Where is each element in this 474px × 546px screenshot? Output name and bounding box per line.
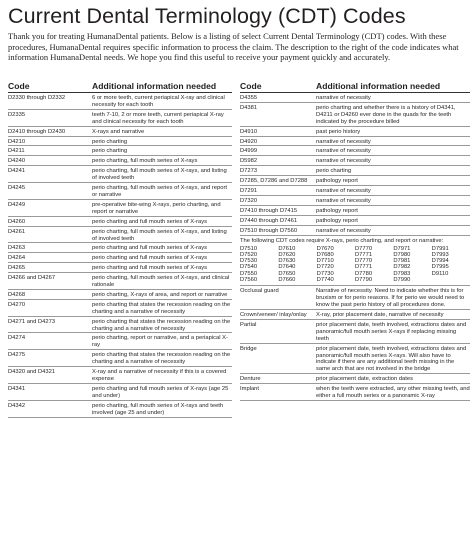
table-row <box>240 196 470 206</box>
grid-code: D7640 <box>278 264 296 271</box>
info-cell: prior placement date, extraction dates <box>316 376 413 383</box>
grid-code: D7730 <box>316 270 334 277</box>
info-cell: perio charting <box>316 168 352 175</box>
code-cell: D7320 <box>240 197 258 204</box>
table-row <box>240 103 470 127</box>
code-cell: D4260 <box>8 218 26 225</box>
grid-code: D7790 <box>354 276 373 283</box>
info-cell: perio charting and full mouth series of X-rays <box>92 218 208 225</box>
table-row <box>8 290 232 300</box>
table-row <box>8 146 232 156</box>
info-cell: narrative of necessity <box>316 138 371 145</box>
code-cell: D4271 and D4273 <box>8 318 56 325</box>
code-cell: D5982 <box>240 158 258 165</box>
info-cell: narrative of necessity <box>316 158 371 165</box>
info-cell: perio charting, full mouth series of X-rays, and report or narrative <box>92 185 228 198</box>
table-row <box>240 93 470 103</box>
table-row <box>8 243 232 253</box>
info-cell: perio charting, full mouth series of X-rays, and clinical rationale <box>92 275 230 289</box>
table-row <box>240 206 470 216</box>
table-row <box>240 216 470 226</box>
info-cell: pathology report <box>316 207 358 214</box>
info-cell: perio charting <box>92 148 128 155</box>
info-cell: perio charting that states the recession reading on the charting and a narrative of necessity <box>92 301 231 315</box>
grid-code: D9110 <box>431 270 449 277</box>
table-row <box>8 137 232 147</box>
grid-code: D7540 <box>240 264 258 271</box>
code-cell: D4999 <box>240 148 258 155</box>
grid-code: D7720 <box>316 264 334 271</box>
table-row <box>240 384 470 401</box>
table-row <box>8 401 232 418</box>
info-cell: perio charting that states the recession reading on the charting and a narrative of necessity <box>92 318 231 332</box>
code-cell: D4245 <box>8 185 26 192</box>
info-cell: narrative of necessity <box>316 148 371 155</box>
grid-code: D7660 <box>278 276 296 283</box>
info-cell: perio charting, full mouth series of X-rays, and listing of involved teeth <box>92 228 227 242</box>
info-cell: narrative of necessity <box>316 188 371 195</box>
grid-code: D7991 <box>431 245 449 252</box>
info-cell: perio charting that states the recession reading on the charting and a narrative of necessity <box>92 352 231 366</box>
page-title: Current Dental Terminology (CDT) Codes <box>8 4 406 28</box>
code-cell: D4342 <box>8 402 26 409</box>
grid-code: D7620 <box>278 251 296 258</box>
table-row <box>8 384 232 401</box>
code-cell: D7291 <box>240 188 258 195</box>
right-code-table <box>240 81 470 401</box>
info-cell: perio charting, report or narrative, and a periapical X-ray <box>92 335 228 349</box>
info-cell: perio charting and whether there is a history of D4341, D4211 or D4260 ever done in the quads for the teeth indicated by the procedure billed <box>316 104 456 125</box>
table-row <box>8 217 232 227</box>
code-column-header: Code <box>8 81 30 91</box>
table-row <box>8 367 232 384</box>
info-column-header: Additional information needed <box>316 81 441 91</box>
table-row <box>240 156 470 166</box>
code-cell: D4274 <box>8 335 26 342</box>
grid-code: D7995 <box>431 264 449 271</box>
table-row <box>240 320 470 344</box>
grid-code: D7680 <box>316 251 334 258</box>
grid-code: D7610 <box>278 245 296 252</box>
left-code-table <box>8 81 232 418</box>
code-cell: D4265 <box>8 265 26 272</box>
code-cell: D4920 <box>240 138 258 145</box>
code-cell: D4263 <box>8 245 26 252</box>
table-row <box>8 156 232 166</box>
code-cell: D4241 <box>8 168 26 175</box>
info-cell: perio charting, full mouth series of X-rays <box>92 158 198 165</box>
info-column-header: Additional information needed <box>92 81 217 91</box>
table-row <box>240 286 470 310</box>
code-cell: D4240 <box>8 158 26 165</box>
grid-code: D7780 <box>354 270 373 277</box>
table-row <box>240 226 470 236</box>
xray-requirement-note: The following CDT codes require X-rays, perio charting, and report or narrative: <box>240 237 444 244</box>
grid-code: D7771 <box>354 264 373 271</box>
grid-code: D7983 <box>393 270 411 277</box>
code-cell: D4355 <box>240 95 258 101</box>
code-cell: D7273 <box>240 168 258 175</box>
grid-code: D7630 <box>278 258 296 265</box>
right-table-body <box>240 93 470 236</box>
code-cell: D4381 <box>240 104 258 111</box>
grid-code: D7990 <box>393 276 411 283</box>
grid-code: D7981 <box>393 258 411 265</box>
grid-code: D7770 <box>354 245 373 252</box>
table-row <box>240 137 470 147</box>
table-row <box>8 350 232 367</box>
code-cell: D2330 through D2332 <box>8 95 66 101</box>
grid-code: D7971 <box>393 245 411 252</box>
info-cell: X-ray and a narrative of necessity if this is a covered expense <box>92 369 227 382</box>
info-cell: perio charting, full mouth series of X-rays and teeth involved (age 25 and under) <box>92 402 224 416</box>
grid-code: D7670 <box>316 245 334 252</box>
table-row <box>8 227 232 244</box>
table-row <box>8 317 232 334</box>
info-cell: perio charting and full mouth series of X-rays <box>92 265 208 272</box>
table-row <box>240 127 470 137</box>
intro-paragraph: Thank you for treating HumanaDental patients. Below is a listing of select Current Dental Terminology (CDT) codes. With these procedures, HumanaDental requires specific information to process the claim. The description to the right of the code indicates what information HumanaDental needs. We hope you find this useful to receive your payment quickly and accurately. <box>8 31 459 63</box>
code-cell: Denture <box>240 376 261 383</box>
left-table-body <box>8 93 232 418</box>
code-cell: D4266 and D4267 <box>8 275 56 282</box>
code-cell: D4320 and D4321 <box>8 369 56 376</box>
info-cell: when the teeth were extracted, any other missing teeth, and either a full mouth series or a panoramic X-ray <box>316 386 470 400</box>
info-cell: narrative of necessity <box>316 197 371 204</box>
grid-code: D7770 <box>354 258 373 265</box>
table-row <box>240 310 470 320</box>
right-table-body-2 <box>240 286 470 401</box>
table-row <box>8 263 232 273</box>
info-cell: perio charting, X-rays of area, and report or narrative <box>92 291 228 298</box>
table-row <box>8 166 232 183</box>
info-cell: 6 or more teeth, current periapical X-ray and clinical necessity for each tooth <box>92 95 225 108</box>
table-row <box>8 110 232 127</box>
code-cell: Crown/veneer/ inlay/onlay <box>240 312 307 318</box>
info-cell: X-ray, prior placement date, narrative of necessity <box>316 312 444 318</box>
info-cell: teeth 7-10, 2 or more teeth, current periapical X-ray and clinical necessity for each tooth <box>92 111 224 125</box>
grid-code: D7510 <box>240 245 258 252</box>
table-header <box>8 81 232 93</box>
code-cell: D4210 <box>8 138 26 145</box>
grid-code: D7740 <box>316 276 334 283</box>
grid-code: D7710 <box>316 258 334 265</box>
grid-code: D7520 <box>240 251 258 258</box>
info-cell: perio charting, full mouth series of X-rays, and listing of involved teeth <box>92 168 227 182</box>
table-row <box>8 93 232 110</box>
info-cell: pathology report <box>316 217 358 224</box>
code-cell: D2410 through D2430 <box>8 128 66 135</box>
code-cell: D4268 <box>8 291 26 298</box>
code-cell: D7510 through D7560 <box>240 227 298 234</box>
info-cell: Narrative of necessity. Need to indicate whether this is for bruxism or for perio reasons. If for perio we would need to know the past perio history of all procedures done. <box>316 288 465 309</box>
code-column-header: Code <box>240 81 262 91</box>
table-row <box>8 127 232 137</box>
code-cell: D2335 <box>8 111 26 118</box>
table-row <box>240 166 470 176</box>
info-cell: narrative of necessity <box>316 95 371 101</box>
grid-code: D7771 <box>354 251 373 258</box>
code-cell: Bridge <box>240 345 257 352</box>
code-cell: Partial <box>240 321 257 328</box>
grid-code: D7982 <box>393 264 411 271</box>
code-cell: D4270 <box>8 301 26 308</box>
code-cell: Implant <box>240 386 260 393</box>
table-row <box>8 300 232 317</box>
grid-code: D7650 <box>278 270 296 277</box>
code-cell: D7410 through D7415 <box>240 207 298 214</box>
code-cell: D7285, D7286 and D7288 <box>240 178 308 185</box>
grid-code: D7994 <box>431 258 449 265</box>
table-row <box>8 183 232 200</box>
grid-code: D7530 <box>240 258 258 265</box>
code-cell: D4264 <box>8 255 26 262</box>
info-cell: perio charting and full mouth series of X-rays <box>92 245 208 252</box>
info-cell: pathology report <box>316 178 358 185</box>
code-cell: D4910 <box>240 128 258 135</box>
table-row <box>240 146 470 156</box>
code-cell: D4275 <box>8 352 26 359</box>
info-cell: perio charting <box>92 138 128 145</box>
info-cell: narrative of necessity <box>316 227 371 234</box>
grid-code: D7993 <box>431 251 449 258</box>
code-cell: D4211 <box>8 148 25 155</box>
info-cell: perio charting and full mouth series of X-rays (age 25 and under) <box>92 385 229 399</box>
table-row <box>240 176 470 186</box>
grid-code: D7980 <box>393 251 411 258</box>
table-row <box>240 374 470 384</box>
grid-code <box>432 277 470 283</box>
code-cell: D4249 <box>8 201 26 208</box>
info-cell: X-rays and narrative <box>92 128 145 135</box>
code-grid <box>240 245 470 287</box>
code-cell: D7440 through D7461 <box>240 217 298 224</box>
table-row <box>240 186 470 196</box>
table-row <box>8 273 232 290</box>
table-row <box>8 200 232 217</box>
table-row <box>8 253 232 263</box>
info-cell: prior placement date, teeth involved, extractions dates and panoramic/full mouth series X-rays if replacing missing teeth <box>316 321 467 342</box>
info-cell: pre-operative bite-wing X-rays, perio charting, and report or narrative <box>92 201 221 215</box>
grid-code: D7560 <box>240 276 258 283</box>
info-cell: past perio history <box>316 128 361 135</box>
table-row <box>240 344 470 375</box>
info-cell: prior placement date, teeth involved, extractions dates and panoramic/full mouth series X-rays. Will also have to indicate if there are any additional teeth missing in the same arch that are not involved in the bridge <box>316 345 467 373</box>
code-cell: Occlusal guard <box>240 288 279 295</box>
table-header <box>240 81 470 93</box>
code-cell: D4341 <box>8 385 26 392</box>
grid-code: D7550 <box>240 270 258 277</box>
code-cell: D4261 <box>8 228 26 235</box>
info-cell: perio charting and full mouth series of X-rays <box>92 255 208 262</box>
table-row <box>8 333 232 350</box>
